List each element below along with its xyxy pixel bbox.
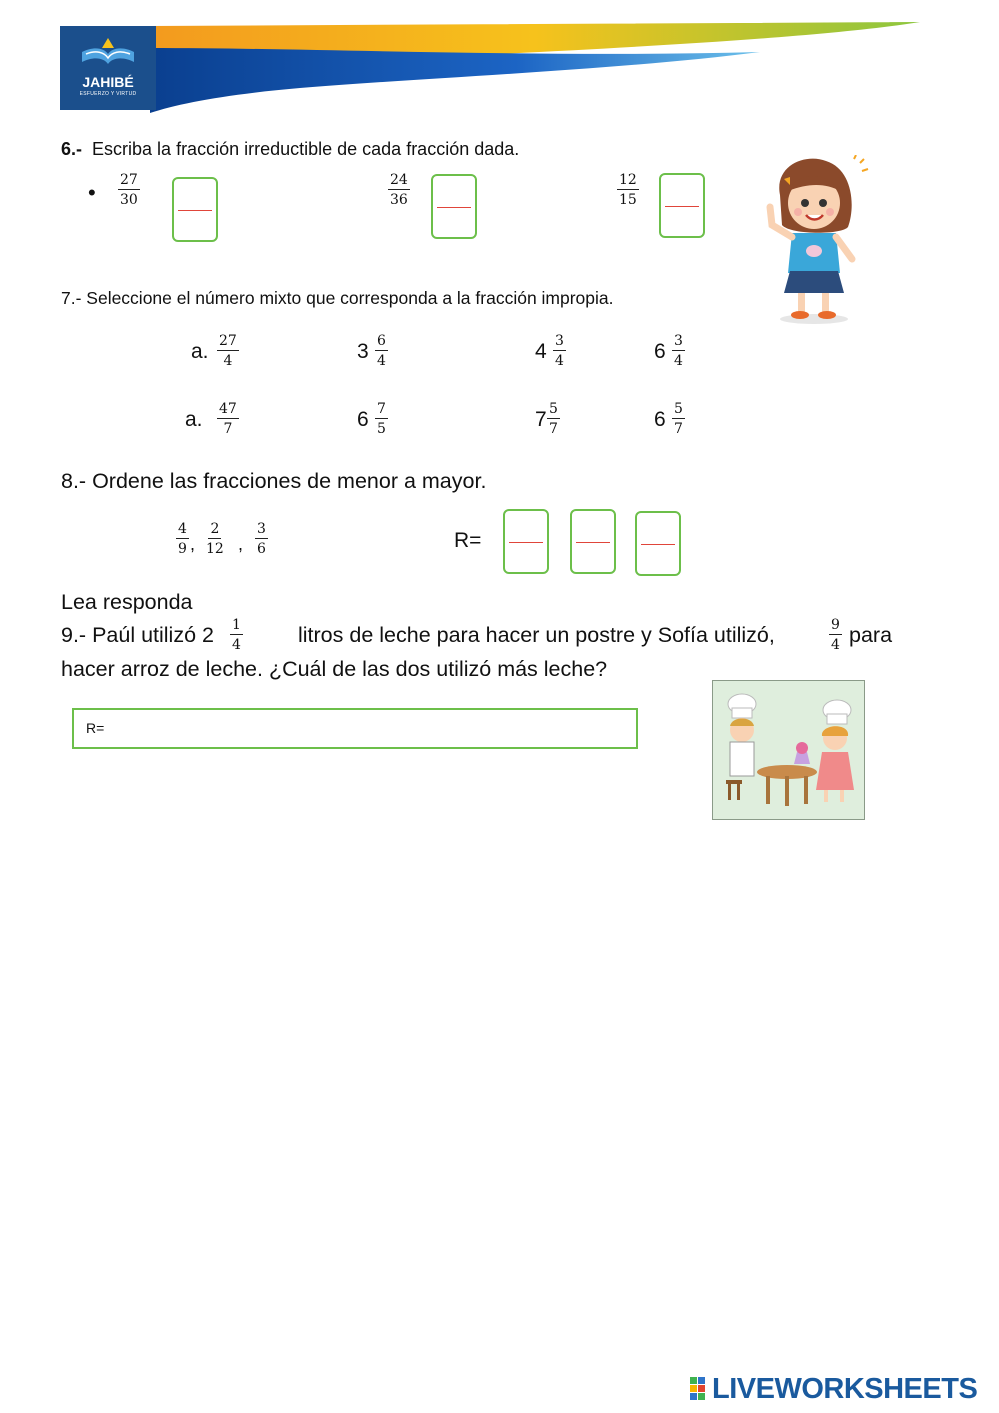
numerator: 7 <box>377 401 386 417</box>
denominator: 36 <box>390 192 408 208</box>
numerator: 5 <box>674 401 683 417</box>
q8-fraction-1 <box>176 522 189 556</box>
q8-answer-box-1[interactable] <box>503 509 549 574</box>
q6-fraction-1 <box>118 173 140 207</box>
whole: 7 <box>535 408 547 431</box>
q8-instruction: 8.- Ordene las fracciones de menor a mayor. <box>61 469 487 493</box>
q7-row1-label: a. <box>191 340 209 363</box>
numerator: 6 <box>377 333 386 349</box>
q9-answer-field[interactable] <box>72 708 638 749</box>
denominator: 4 <box>555 353 564 369</box>
q9-answer-label: R= <box>86 720 105 736</box>
q7-row1-fraction <box>217 334 239 368</box>
numerator: 24 <box>390 172 408 188</box>
q9-text-part2: litros de leche para hacer un postre y Sofía utilizó, <box>298 623 775 647</box>
denominator: 4 <box>232 637 241 653</box>
denominator: 7 <box>549 421 558 437</box>
option-fraction <box>375 402 388 436</box>
q6-fraction-3 <box>617 173 639 207</box>
numerator: 2 <box>210 521 220 537</box>
whole: 6 <box>357 408 369 431</box>
q8-answer-box-3[interactable] <box>635 511 681 576</box>
q6-number: 6.- <box>61 139 83 159</box>
denominator: 4 <box>223 353 233 369</box>
q7-row2-label: a. <box>185 408 203 431</box>
header-banner <box>60 18 940 113</box>
denominator: 7 <box>674 421 683 437</box>
q9-text-part1: 9.- Paúl utilizó 2 <box>61 623 214 647</box>
whole: 6 <box>654 340 666 363</box>
q9-heading: Lea responda <box>61 590 193 614</box>
girl-illustration <box>756 155 871 325</box>
chefs-illustration <box>712 680 865 820</box>
q6-instruction <box>61 139 519 160</box>
option-fraction <box>547 402 560 436</box>
denominator: 12 <box>206 541 224 557</box>
numerator: 27 <box>219 333 237 349</box>
q7-instruction: 7.- Seleccione el número mixto que corresponda a la fracción impropia. <box>61 288 614 308</box>
numerator: 47 <box>219 401 237 417</box>
q7-row2-fraction <box>217 402 239 436</box>
numerator: 1 <box>232 617 241 633</box>
separator: , <box>238 534 244 554</box>
school-logo <box>60 26 156 110</box>
separator: , <box>190 534 196 554</box>
option-fraction <box>672 402 685 436</box>
q6-fraction-2 <box>388 173 410 207</box>
q6-bullet: • <box>88 180 96 205</box>
whole: 3 <box>357 340 369 363</box>
whole: 6 <box>654 408 666 431</box>
numerator: 9 <box>831 617 840 633</box>
q9-mixed-fraction <box>230 618 243 652</box>
q6-text: Escriba la fracción irreductible de cada fracción dada. <box>92 139 520 159</box>
q6-answer-box-1[interactable] <box>172 177 218 242</box>
option-fraction <box>672 334 685 368</box>
numerator: 12 <box>619 172 637 188</box>
denominator: 5 <box>377 421 386 437</box>
denominator: 6 <box>257 541 266 557</box>
denominator: 4 <box>674 353 683 369</box>
numerator: 5 <box>549 401 558 417</box>
numerator: 3 <box>555 333 564 349</box>
q9-text-part3: para <box>849 623 893 647</box>
q8-fraction-3 <box>255 522 268 556</box>
denominator: 15 <box>619 192 637 208</box>
q6-answer-box-3[interactable] <box>659 173 705 238</box>
numerator: 3 <box>674 333 683 349</box>
numerator: 27 <box>120 172 138 188</box>
book-icon <box>78 34 138 66</box>
q9-text-line2: hacer arroz de leche. ¿Cuál de las dos utilizó más leche? <box>61 657 608 681</box>
logo-tagline: ESFUERZO Y VIRTUD <box>79 91 137 97</box>
numerator: 3 <box>257 521 266 537</box>
denominator: 9 <box>178 541 187 557</box>
numerator: 4 <box>178 521 187 537</box>
footer-brand-text: LIVEWORKSHEETS <box>712 1373 978 1405</box>
q9-fraction <box>829 618 842 652</box>
q8-fraction-2 <box>206 522 224 556</box>
liveworksheets-logo-icon <box>690 1377 714 1401</box>
option-fraction <box>375 334 388 368</box>
header-swoosh <box>60 18 940 113</box>
q8-answer-label: R= <box>454 529 482 552</box>
q8-answer-box-2[interactable] <box>570 509 616 574</box>
logo-name: JAHIBÉ <box>82 74 134 90</box>
option-fraction <box>553 334 566 368</box>
denominator: 4 <box>831 637 840 653</box>
denominator: 7 <box>223 421 233 437</box>
q6-answer-box-2[interactable] <box>431 174 477 239</box>
whole: 4 <box>535 340 547 363</box>
denominator: 4 <box>377 353 386 369</box>
denominator: 30 <box>120 192 138 208</box>
